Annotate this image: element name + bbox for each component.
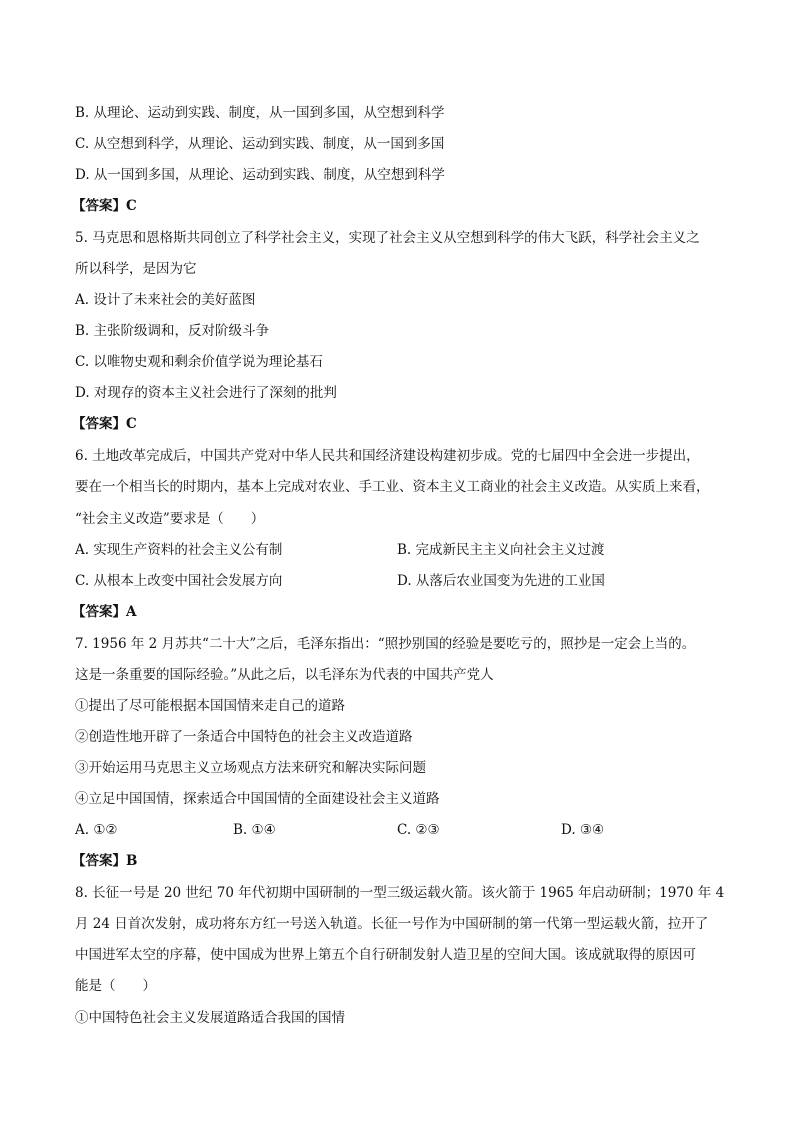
q6-option-a: A. 实现生产资料的社会主义公有制 [75, 542, 283, 558]
q4-answer: 【答案】C [72, 198, 137, 214]
q8-stem-line4: 能是（ ） [75, 978, 156, 994]
q8-stem-line1: 8. 长征一号是 20 世纪 70 年代初期中国研制的一型三级运载火箭。该火箭于 1965 年启动研制；1970 年 4 [75, 885, 725, 901]
q7-option-a: A. ①② [75, 822, 118, 838]
q6-stem-line3: “社会主义改造”要求是（ ） [75, 511, 265, 527]
q6-stem-line2: 要在一个相当长的时期内，基本上完成对农业、手工业、资本主义工商业的社会主义改造。从实质上来看， [75, 479, 710, 495]
q7-stem-line2: 这是一条重要的国际经验。”从此之后，以毛泽东为代表的中国共产党人 [75, 667, 494, 683]
q7-item-4: ④立足中国国情，探索适合中国国情的全面建设社会主义道路 [75, 791, 440, 807]
q8-stem-line3: 中国进军太空的序幕，使中国成为世界上第五个自行研制发射人造卫星的空间大国。该成就取得的原因可 [75, 947, 696, 963]
q6-answer: 【答案】A [72, 604, 137, 620]
q7-item-2: ②创造性地开辟了一条适合中国特色的社会主义改造道路 [75, 729, 413, 745]
q7-item-1: ①提出了尽可能根据本国国情来走自己的道路 [75, 698, 345, 714]
q7-answer: 【答案】B [72, 853, 138, 869]
q5-option-d: D. 对现存的资本主义社会进行了深刻的批判 [75, 385, 337, 401]
q7-stem-line1: 7. 1956 年 2 月苏共“二十大”之后，毛泽东指出：“照抄别国的经验是要吃亏的，照抄是一定会上当的。 [75, 636, 696, 652]
q6-option-b: B. 完成新民主主义向社会主义过渡 [397, 542, 605, 558]
q4-option-c: C. 从空想到科学，从理论、运动到实践、制度，从一国到多国 [75, 136, 445, 152]
q5-option-b: B. 主张阶级调和，反对阶级斗争 [75, 323, 270, 339]
q8-item-1: ①中国特色社会主义发展道路适合我国的国情 [75, 1010, 345, 1026]
q5-stem-line2: 所以科学，是因为它 [75, 261, 197, 277]
q5-answer: 【答案】C [72, 416, 137, 432]
q7-option-c: C. ②③ [397, 822, 440, 838]
q7-option-d: D. ③④ [561, 822, 605, 838]
q6-option-d: D. 从落后农业国变为先进的工业国 [397, 573, 605, 589]
q5-option-c: C. 以唯物史观和剩余价值学说为理论基石 [75, 354, 323, 370]
q8-stem-line2: 月 24 日首次发射，成功将东方红一号送入轨道。长征一号作为中国研制的第一代第一型运载火箭，拉开了 [75, 916, 709, 932]
q7-option-b: B. ①④ [233, 822, 276, 838]
q4-option-b: B. 从理论、运动到实践、制度，从一国到多国，从空想到科学 [75, 105, 445, 121]
q6-option-c: C. 从根本上改变中国社会发展方向 [75, 573, 283, 589]
q5-stem-line1: 5. 马克思和恩格斯共同创立了科学社会主义，实现了社会主义从空想到科学的伟大飞跃，科学社会主义之 [75, 230, 700, 246]
q6-stem-line1: 6. 土地改革完成后，中国共产党对中华人民共和国经济建设构建初步成。党的七届四中全会进一步提出， [75, 448, 700, 464]
q7-item-3: ③开始运用马克思主义立场观点方法来研究和解决实际问题 [75, 760, 426, 776]
q4-option-d: D. 从一国到多国，从理论、运动到实践、制度，从空想到科学 [75, 167, 445, 183]
q5-option-a: A. 设计了未来社会的美好蓝图 [75, 292, 256, 308]
